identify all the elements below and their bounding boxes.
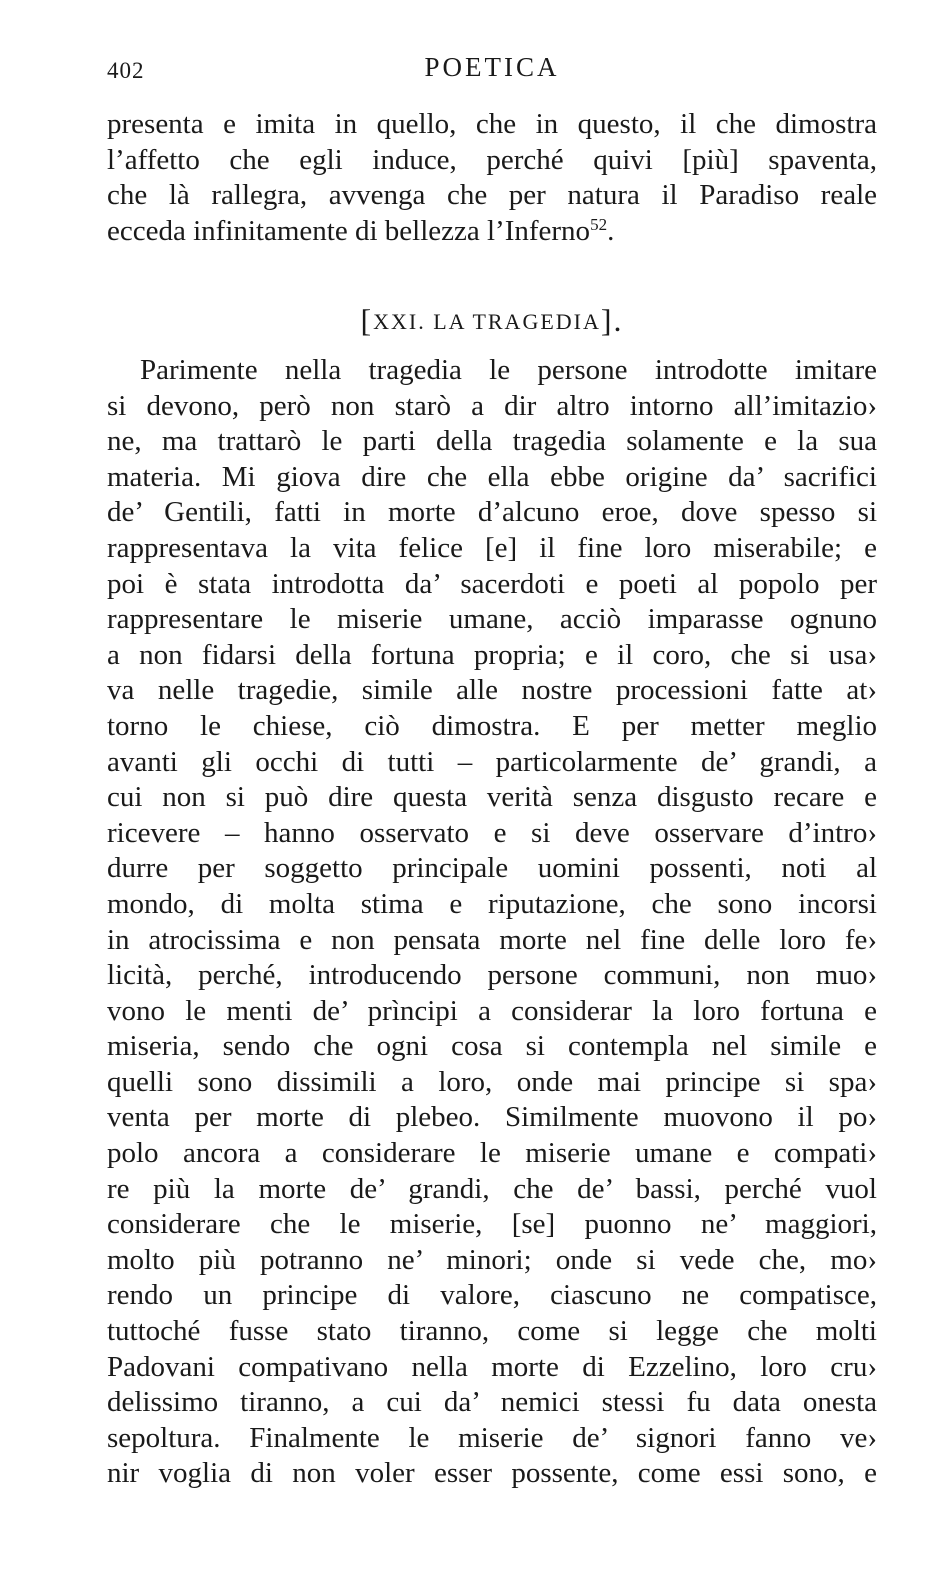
page-number: 402 bbox=[107, 58, 145, 83]
text-line: va nelle tragedie, simile alle nostre processioni fatte at› bbox=[107, 674, 877, 707]
text-line: rappresentare le miserie umane, acciò imparasse ognuno bbox=[107, 603, 877, 636]
text-line: re più la morte de’ grandi, che de’ bassi, perché vuol bbox=[107, 1172, 877, 1205]
text-line bbox=[107, 214, 877, 250]
text-line: Parimente nella tragedia le persone introdotte imitare bbox=[140, 354, 877, 386]
running-head bbox=[107, 52, 877, 88]
text-line: avanti gli occhi di tutti – particolarmente de’ grandi, a bbox=[107, 745, 877, 778]
text-line: miseria, sendo che ogni cosa si contempla nel simile e bbox=[107, 1030, 877, 1063]
text-line: ne, ma trattarò le parti della tragedia solamente e la sua bbox=[107, 425, 877, 458]
text-line: considerare che le miserie, [se] puonno ne’ maggiori, bbox=[107, 1208, 877, 1241]
text-line: tuttoché fusse stato tiranno, come si legge che molti bbox=[107, 1315, 877, 1348]
text-line: nir voglia di non voler esser possente, come essi sono, e bbox=[107, 1457, 877, 1490]
text-line: durre per soggetto principale uomini possenti, noti al bbox=[107, 852, 877, 885]
text-line: molto più potranno ne’ minori; onde si vede che, mo› bbox=[107, 1243, 877, 1276]
heading-open-bracket: [ bbox=[360, 302, 374, 338]
text-line: torno le chiese, ciò dimostra. E per metter meglio bbox=[107, 709, 877, 742]
text-line: rendo un principe di valore, ciascuno ne compatisce, bbox=[107, 1279, 877, 1312]
text-line: mondo, di molta stima e riputazione, che sono incorsi bbox=[107, 887, 877, 920]
main-paragraph bbox=[107, 353, 877, 1492]
text-line: quelli sono dissimili a loro, onde mai principe si spa› bbox=[107, 1065, 877, 1098]
line-text: ecceda infinitamente di bellezza l’Inferno bbox=[107, 214, 591, 247]
footnote-reference: 52 bbox=[590, 214, 608, 234]
text-line: rappresentava la vita felice [e] il fine loro miserabile; e bbox=[107, 531, 877, 564]
text-line: a non fidarsi della fortuna propria; e il coro, che si usa› bbox=[107, 638, 877, 671]
text-line: de’ Gentili, fatti in morte d’alcuno eroe, dove spesso si bbox=[107, 496, 877, 529]
text-line: presenta e imita in quello, che in questo, il che dimostra bbox=[107, 108, 877, 140]
text-line: che là rallegra, avvenga che per natura il Paradiso reale bbox=[107, 179, 877, 212]
text-line: delissimo tiranno, a cui da’ nemici stessi fu data onesta bbox=[107, 1386, 877, 1419]
text-line: venta per morte di plebeo. Similmente muovono il po› bbox=[107, 1101, 877, 1134]
text-line: ricevere – hanno osservato e si deve osservare d’intro› bbox=[107, 816, 877, 849]
heading-text: XXI. LA TRAGEDIA bbox=[373, 309, 601, 334]
text-line: materia. Mi giova dire che ella ebbe origine da’ sacrifici bbox=[107, 460, 877, 493]
text-line: cui non si può dire questa verità senza disgusto recare e bbox=[107, 781, 877, 814]
section-heading bbox=[107, 300, 877, 342]
text-line: Padovani compativano nella morte di Ezzelino, loro cru› bbox=[107, 1350, 877, 1383]
text-line: l’affetto che egli induce, perché quivi [più] spaventa, bbox=[107, 143, 877, 176]
text-line: polo ancora a considerare le miserie umane e compati› bbox=[107, 1137, 877, 1170]
opening-paragraph bbox=[107, 107, 877, 249]
text-line: vono le menti de’ prìncipi a considerar la loro fortuna e bbox=[107, 994, 877, 1027]
running-title: POETICA bbox=[424, 52, 560, 82]
text-line: si devono, però non starò a dir altro intorno all’imitazio› bbox=[107, 389, 877, 422]
text-line: sepoltura. Finalmente le miserie de’ signori fanno ve› bbox=[107, 1421, 877, 1454]
heading-close-bracket: ]. bbox=[600, 302, 624, 338]
line-end: . bbox=[607, 214, 615, 247]
text-line: poi è stata introdotta da’ sacerdoti e poeti al popolo per bbox=[107, 567, 877, 600]
text-line: licità, perché, introducendo persone communi, non muo› bbox=[107, 959, 877, 992]
text-line: in atrocissima e non pensata morte nel fine delle loro fe› bbox=[107, 923, 877, 956]
